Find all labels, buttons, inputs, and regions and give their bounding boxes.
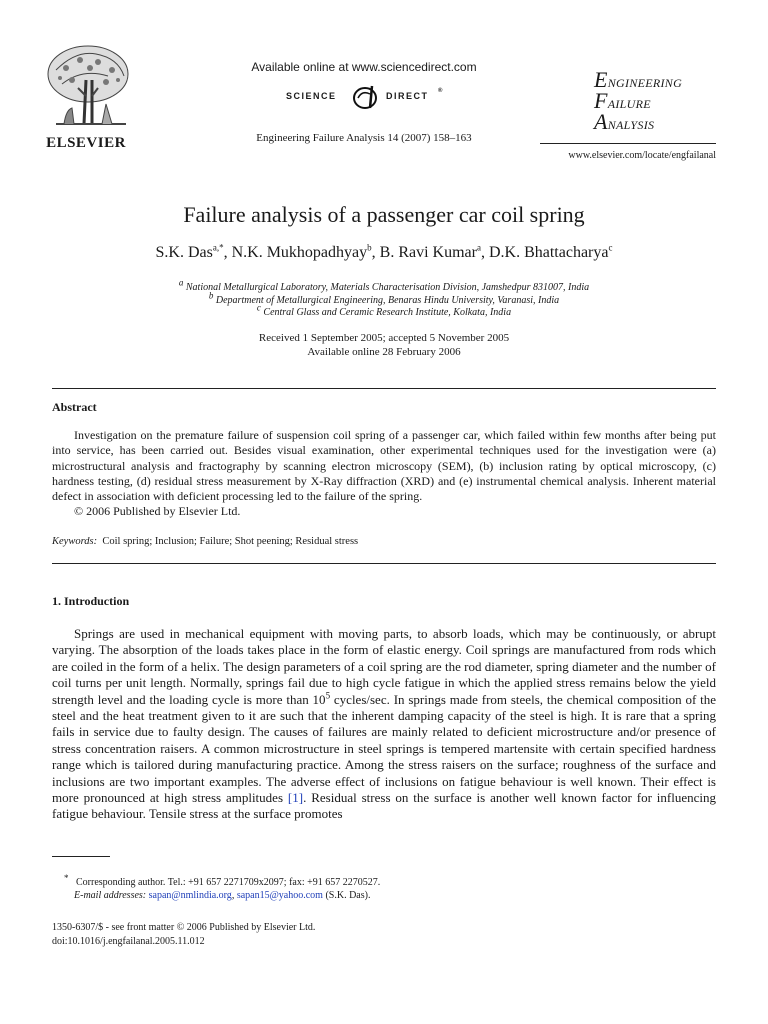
affiliation-b: $^b$ Department of Metallurgical Engineering, Benaras Hindu University, Varanasi, India [208, 290, 560, 306]
publisher-name: ELSEVIER [46, 135, 126, 151]
available-online-date: Available online 28 February 2006 [307, 346, 461, 358]
affiliations [52, 277, 716, 320]
section-heading: 1. Introduction [52, 594, 130, 608]
footnote-corresponding: * Corresponding author. Tel.: +91 657 2271709x2097; fax: +91 657 2270527. [64, 872, 381, 888]
affiliation-a: $^a$ National Metallurgical Laboratory, Materials Characterisation Division, Jamshedpur 831007, India [178, 277, 590, 293]
abstract-bottom-rule [52, 563, 716, 564]
journal-name-line-2: Failure [594, 88, 651, 113]
intro-paragraph: Springs are used in mechanical equipment with moving parts, to absorb loads, which may be continuously, or abrupt varying. The absorption of the loads takes place in the form of elastic energy. Coil springs are manufactured from rods which are coiled in the form of a helix. The design parameters of a coil spring are the rod diameter, spring diameter and the number of coil turns per unit length. Normally, springs fail due to high cycle fatigue in which the applied stress remains below the yield strength level and the loading cycle is more than $10^5$ cycles/sec. In springs made from steels, the chemical composition of the steel and the heat treatment given to it are such that the inherent damping capacity of the steel is high. It is rare that a spring fails in service due to faulty design. The causes of failures are mainly related to deficient microstructure and/or presence of stress concentration raisers. A common microstructure in steel springs is tempered martensite with certain specified hardness range which is tailored during manufacturing practice. Among the stress raisers on the surface; roughness of the surface and inclusions are two important examples. The adverse effect of inclusions on fatigue behaviour is well known. Their effect is more pronounced at high stress amplitudes [1]. Residual stress on the surface is another well known factor for influencing fatigue behaviour. Tensile stress at the surface promotes [52, 626, 716, 822]
abstract-copyright: © 2006 Published by Elsevier Ltd. [74, 504, 241, 518]
author-4: D.K. Bhattacharya$^c$ [488, 242, 613, 261]
elsevier-logo [36, 40, 136, 151]
sciencedirect-d-icon [348, 82, 382, 112]
article-title: Failure analysis of a passenger car coil spring [183, 202, 585, 227]
author-3: B. Ravi Kumar$^a$, [379, 242, 489, 261]
footnote-emails: E-mail addresses: sapan@nmlindia.org, sapan15@yahoo.com (S.K. Das). [74, 890, 371, 901]
author-1: S.K. Das$^{a,*}$, [155, 242, 232, 261]
abstract-heading: Abstract [52, 400, 97, 414]
journal-citation: Engineering Failure Analysis 14 (2007) 158–163 [256, 132, 472, 144]
journal-url: www.elsevier.com/locate/engfailanal [568, 150, 716, 161]
keywords-label: Keywords: [52, 536, 98, 547]
footnote [52, 872, 716, 902]
author-list [52, 244, 716, 262]
journal-name-line-3: Analysis [594, 109, 655, 134]
sciencedirect-right-text: DIRECT [386, 91, 429, 101]
keywords-list: Coil spring; Inclusion; Failure; Shot peening; Residual stress [102, 536, 359, 547]
elsevier-tree-icon [36, 40, 136, 130]
abstract-body: Investigation on the premature failure of suspension coil spring of a passenger car, which failed within few months after being put into service, has been carried out. Besides visual examination, other experimental techniques used for the investigation were (a) microstructural analysis and fractography by scanning electron microscopy (SEM), (b) inclusion rating by optical microscopy, (c) hardness testing, (d) residual stress measurement by X-Ray diffraction (XRD) and (e) instrumental chemical analysis. Inherent material defect in association with deficient processing led to the failure of the spring. [52, 428, 716, 504]
footnote-rule [52, 856, 110, 857]
abstract-top-rule [52, 388, 716, 389]
sciencedirect-left-text: SCIENCE [286, 91, 337, 101]
sciencedirect-mark: ® [438, 88, 443, 94]
reference-link-1[interactable]: [1] [287, 790, 304, 806]
sciencedirect-logo [286, 82, 486, 112]
affiliation-c: $^c$ Central Glass and Ceramic Research Institute, Kolkata, India [256, 302, 512, 318]
author-2: N.K. Mukhopadhyay$^b$, [231, 242, 380, 261]
exponent: 5 [325, 690, 331, 701]
journal-name-line-1: Engineering [594, 67, 683, 92]
email-link-2[interactable]: sapan15@yahoo.com [236, 890, 323, 901]
keywords [52, 536, 358, 547]
front-matter-line: 1350-6307/$ - see front matter © 2006 Published by Elsevier Ltd. [52, 922, 316, 933]
received-dates: Received 1 September 2005; accepted 5 November 2005 [258, 332, 510, 344]
email-link-1[interactable]: sapan@nmlindia.org [148, 890, 232, 901]
available-online-text: Available online at www.sciencedirect.com [251, 60, 477, 74]
doi-line: doi:10.1016/j.engfailanal.2005.11.012 [52, 936, 205, 947]
journal-title-block [594, 67, 734, 134]
header-rule [540, 143, 716, 144]
